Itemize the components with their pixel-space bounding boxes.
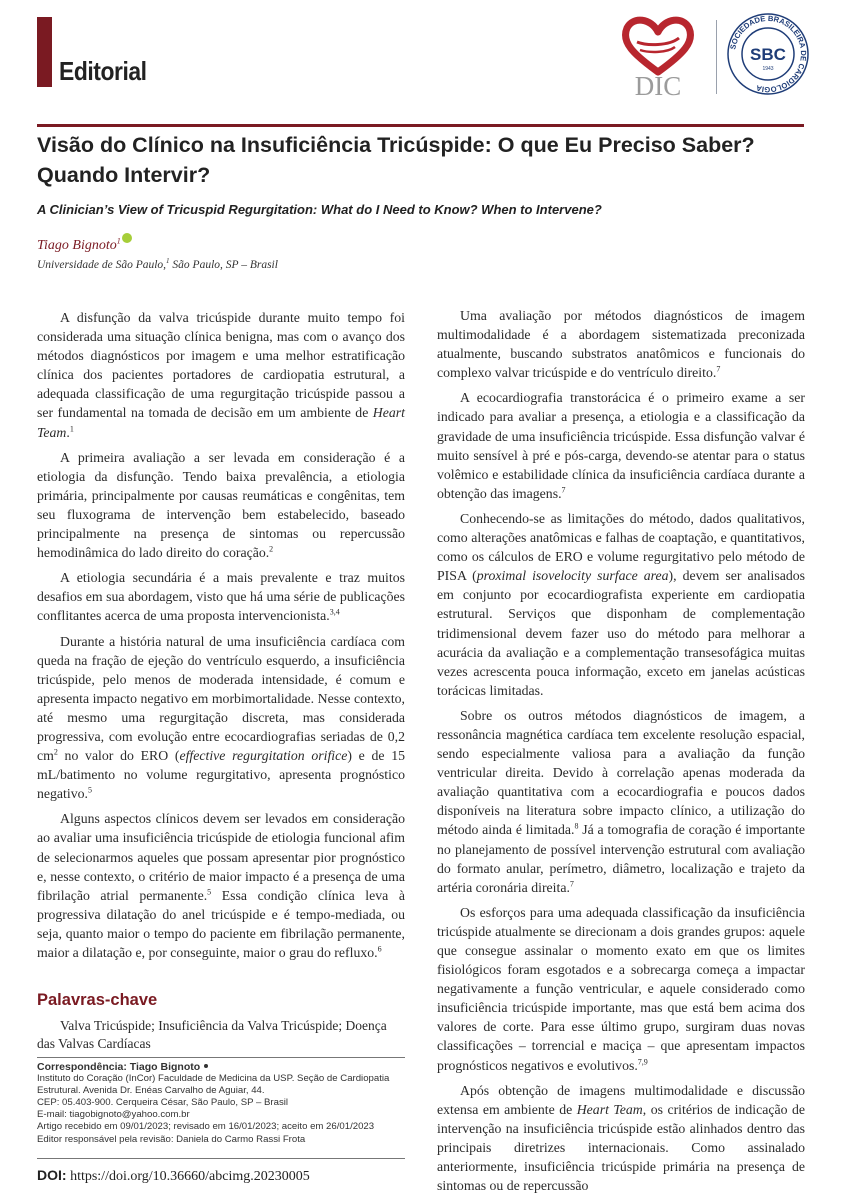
sbc-logo-text: SBC [750,45,786,64]
paragraph: A ecocardiografia transtorácica é o primeiro exame a ser indicado para avaliar a presença, a etiologia e a classificação da gravidade de uma insuficiência tricúspide. Essa disfunção valvar é muito sensível à pré e pós-carga, devendo-se atentar para o status volêmico e estabilidade clínica da insuficiência cardíaca durante a obtenção das imagens.$^7$ [437,390,805,501]
keywords-heading: Palavras-chave [37,991,158,1009]
article-dates: Artigo recebido em 09/01/2023; revisado em 16/01/2023; aceito em 26/01/2023 [37,1121,375,1133]
paragraph: Alguns aspectos clínicos devem ser levados em consideração ao avaliar uma insuficiência tricúspide de etiologia funcional afim de selecionarmos aqueles que possam apresentar pior prognóstico e, nesse contexto, o critério de maior impacto é a presença de uma fibrilação atrial permanente.$^5$ Essa condição clínica leva à progressiva dilatação do anel tricúspide e é tempo-mediada, ou seja, quanto maior o tempo do paciente em fibrilação permanente, maior a dilatação e, por conseguinte, maior o grau do refluxo.$^6$ [37,811,405,960]
dic-logo-text: DIC [634,71,682,98]
dic-logo [613,12,703,98]
affiliation: Universidade de São Paulo,$^1$ São Paulo, SP – Brasil [37,257,278,271]
orcid-icon[interactable] [122,233,132,243]
correspondence-address: Instituto do Coração (InCor) Faculdade de Medicina da USP. Seção de Cardiopatia Estrutural. Avenida Dr. Enéas Carvalho de Aguiar, 44. [37,1073,390,1097]
paragraph: Os esforços para uma adequada classificação da insuficiência tricúspide atualmente se direcionam a dois grandes grupos: aquele que consegue assinalar o momento exato em que os limites fisiológicos foram esgotados e a sobrecarga começa a impactar negativamente a função ventricular, e aquele considerado como insuficiência tricúspide importante, mas que está bem acima dos valores de corte. Para esse último grupo, surgiram duas novas classificações – torrencial e maciça – que apresentam impactos prognósticos negativos e evolutivos.$^{7,9}$ [437,904,805,1073]
paragraph: A primeira avaliação a ser levada em consideração é a etiologia da disfunção. Tendo baixa prevalência, a etiologia primária, principalmente por causas reumáticas e congênitas, tem seu fluxograma de intervenção bem estabelecido, baseado principalmente na presença de sintomas ou repercussão hemodinâmica do lado direito do coração.$^2$ [37,449,405,561]
correspondence-box [37,1057,405,1159]
header-rule [37,124,804,127]
article-subtitle: A Clinician’s View of Tricuspid Regurgitation: What do I Need to Know? When to Intervene? [37,202,602,217]
doi-line [37,1167,310,1185]
responsible-editor: Editor responsável pela revisão: Daniela do Carmo Rassi Frota [37,1133,306,1145]
sbc-year: 1943 [762,66,774,72]
dic-heart-icon [625,20,690,72]
correspondence-head: Correspondência: Tiago Bignoto [37,1061,405,1073]
article-title: Visão do Clínico na Insuficiência Tricúspide: O que Eu Preciso Saber? Quando Intervir? [37,133,755,187]
doi-link[interactable]: https://doi.org/10.36660/abcimg.20230005 [66,1169,310,1184]
keywords-text: Valva Tricúspide; Insuficiência da Valva Tricúspide; Doença das Valvas Cardíacas [37,1018,387,1051]
sbc-logo [726,12,810,96]
author-sup: 1 [116,236,121,246]
paragraph: Sobre os outros métodos diagnósticos de imagem, a ressonância magnética cardíaca tem excelente resolução espacial, sendo especialmente valiosa para a avaliação da função ventricular direita. Devido à correlação apenas moderada da avaliação quantitativa com a ecocardiografia e poucos dados disponíveis na literatura sobre impacto clínico, a utilização do método ainda é limitada.$^8$ Já a tomografia de coração é importante no planejamento de possível intervenção estrutural com avaliação do formato anular, perímetro, diâmetro, localização e trajeto da artéria coronária direita.$^7$ [437,707,805,895]
paragraph: Uma avaliação por métodos diagnósticos de imagem multimodalidade é a abordagem sistematizada preconizada atualmente, buscando substratos anatômicos e funcionais do complexo valvar tricúspide e do ventrículo direito.$^7$ [437,308,805,381]
paragraph: A etiologia secundária é a mais prevalente e traz muitos desafios em sua abordagem, visto que há uma série de publicações conflitantes acerca de uma proposta intervencionista.$^{3,4}$ [37,570,405,624]
author-name[interactable]: Tiago Bignoto [37,238,117,253]
left-column [37,308,405,968]
paragraph: Conhecendo-se as limitações do método, dados qualitativos, como alterações anatômicas e falhas de coaptação, e quantitativos, como os cálculos de ERO e volume regurgitativo pelo método de PISA (proximal isovelocity surface area), devem ser analisados em conjunto por ecocardiografista experiente em cardiopatia estrutural. Serviços que disponham de complementação tridimensional devem fazer uso do método para melhorar a acurácia da avaliação e a complementação transesofágica muitas vezes acrescenta pouca informação, exceto em janelas acústicas torácicas limitadas. [437,510,806,698]
author-line [37,233,132,254]
paragraph: A disfunção da valva tricúspide durante muito tempo foi considerada uma situação clínica benigna, mas com o avanço dos métodos diagnósticos por imagem e uma melhor estratificação clínica dos pacientes portadores de cardiopatia estrutural, a adequada classificação de uma regurgitação tricúspide passou a ser fundamental na tomada de decisão em um ambiente de Heart Team.$^1$ [37,310,405,440]
sbc-ring-text: SOCIEDADE BRASILEIRA DE CARDIOLOGIA [728,13,809,95]
doi-label: DOI: [37,1167,67,1183]
section-label: Editorial [59,56,147,86]
paragraph: Após obtenção de imagens multimodalidade e discussão extensa em ambiente de Heart Team, os critérios de indicação de intervenção na insuficiência tricúspide estão alinhados dentro das principais diretrizes internacionais. Como assinalado anteriormente, insuficiência tricúspide primária na presença de sintomas ou de repercussão [437,1082,805,1194]
paragraph: Durante a história natural de uma insuficiência cardíaca com queda na fração de ejeção do ventrículo esquerdo, a insuficiência tricúspide, pelo menos de moderada intensidade, é comum e apresenta impacto negativo em morbimortalidade. Nesse contexto, até mesmo uma regurgitação discreta, mas considerada progressiva, com evolução entre ecocardiografias seriadas de 0,2 $cm^2$ no valor do ERO (effective regurgitation orifice) e de 15 mL/batimento no volume regurgitativo, apresenta prognóstico negativo.$^5$ [37,633,405,802]
logo-divider [716,20,717,94]
section-accent-bar [37,17,52,87]
correspondence-cep: CEP: 05.403-900. Cerqueira César, São Paulo, SP – Brasil [37,1097,289,1109]
correspondence-email[interactable]: E-mail: tiagobignoto@yahoo.com.br [37,1109,190,1121]
right-column [437,306,805,1201]
